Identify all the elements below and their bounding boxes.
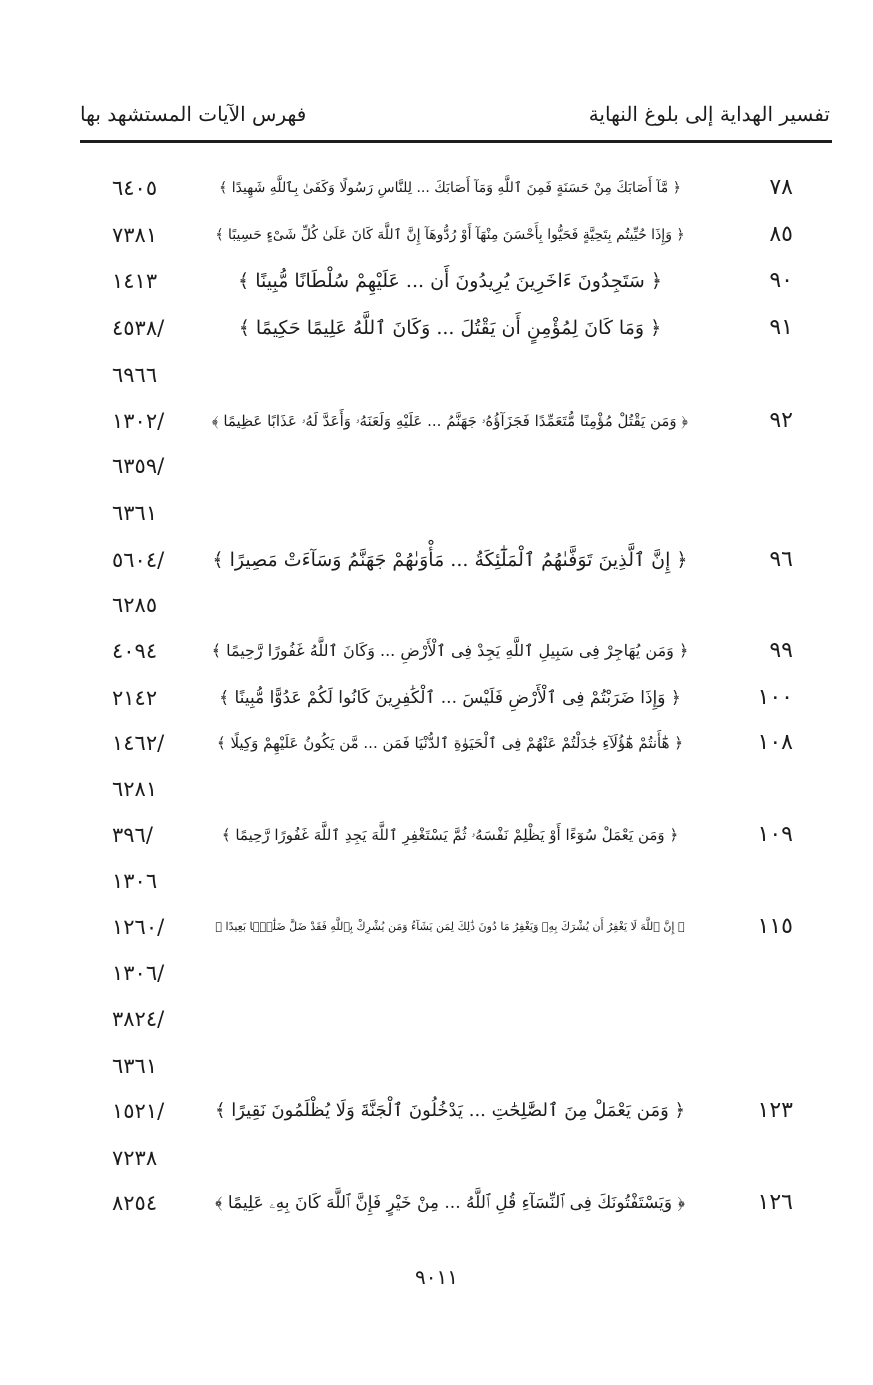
page-reference: ١٤١٣ — [112, 269, 158, 293]
index-row — [0, 212, 873, 258]
index-row — [0, 305, 873, 351]
index-row — [0, 537, 873, 583]
page-reference: /١٢٦٠ — [112, 915, 165, 939]
page-reference: ٦٩٦٦ — [112, 363, 158, 387]
index-row — [0, 352, 873, 398]
verse-number: ٧٨ — [769, 175, 793, 200]
index-row — [0, 1088, 873, 1134]
index-row — [0, 443, 873, 489]
index-row — [0, 1135, 873, 1181]
page-reference: ٦٢٨٥ — [112, 593, 158, 617]
page-reference: /٣٩٦ — [112, 823, 153, 847]
page-reference: ٦٣٦١ — [112, 1054, 158, 1078]
page-reference: /٦٣٥٩ — [112, 454, 165, 478]
page-reference: /١٣٠٦ — [112, 961, 165, 985]
page-reference: /١٤٦٢ — [112, 731, 165, 755]
page-reference: ٦٤٠٥ — [112, 176, 158, 200]
index-row — [0, 165, 873, 211]
index-row — [0, 582, 873, 628]
page-reference: ٦٣٦١ — [112, 501, 158, 525]
verse-number: ١٢٦ — [757, 1190, 793, 1215]
verse-number: ١٠٨ — [757, 730, 793, 755]
index-row — [0, 996, 873, 1042]
verse-text: ﴿ وَإِذَا حُيِّيتُم بِتَحِيَّةٍ فَحَيُّوا بِأَحْسَنَ مِنْهَآ أَوْ رُدُّوهَآ إِنَّ ٱللَّهَ كَانَ عَلَىٰ كُلِّ شَىْءٍ حَسِيبًا ﴾ — [215, 227, 685, 243]
verse-number: ٩٦ — [769, 547, 793, 572]
verse-text: ﴿ مَّآ أَصَابَكَ مِنْ حَسَنَةٍ فَمِنَ ٱللَّهِ وَمَآ أَصَابَكَ ... لِلنَّاسِ رَسُولًا وَكَفَىٰ بِٱللَّهِ شَهِيدًا ﴾ — [219, 180, 681, 196]
index-row — [0, 812, 873, 858]
page-reference: ٨٢٥٤ — [112, 1191, 158, 1215]
verse-text: ﴿ إِنَّ ٱللَّهَ لَا يَغْفِرُ أَن يُشْرَكَ بِهِۦ وَيَغْفِرُ مَا دُونَ ذَٰلِكَ لِمَن يَشَآءُ وَمَن يُشْرِكْ بِٱللَّهِ فَقَدْ ضَلَّ ضَلَٰلًۢا بَعِيدًا ﴾ — [215, 920, 685, 933]
index-row — [0, 398, 873, 444]
page-reference: ٢١٤٢ — [112, 686, 158, 710]
page-number: ٩٠١١ — [415, 1265, 458, 1289]
page-reference: /٥٦٠٤ — [112, 548, 165, 572]
verse-number: ٩٩ — [769, 638, 793, 663]
verse-number: ١٢٣ — [757, 1098, 793, 1123]
verse-text: ﴿ وَمَن يَعْمَلْ سُوٓءًا أَوْ يَظْلِمْ نَفْسَهُۥ ثُمَّ يَسْتَغْفِرِ ٱللَّهَ يَجِدِ ٱللَّهَ غَفُورًا رَّحِيمًا ﴾ — [221, 826, 679, 844]
page-reference: ٧٣٨١ — [112, 223, 158, 247]
index-row — [0, 258, 873, 304]
page-reference: /١٥٢١ — [112, 1099, 165, 1123]
index-row — [0, 904, 873, 950]
index-row — [0, 720, 873, 766]
verse-text: ﴿ وَمَن يُهَاجِرْ فِى سَبِيلِ ٱللَّهِ يَجِدْ فِى ٱلْأَرْضِ ... وَكَانَ ٱللَّهُ غَفُورًا رَّحِيمًا ﴾ — [211, 641, 689, 660]
verse-number: ٩٠ — [769, 268, 793, 293]
verse-number: ١٠٠ — [757, 685, 793, 710]
verse-text: ﴿ سَتَجِدُونَ ءَاخَرِينَ يُرِيدُونَ أَن ... عَلَيْهِمْ سُلْطَانًا مُّبِينًا ﴾ — [238, 270, 662, 292]
verse-number: ١٠٩ — [757, 822, 793, 847]
index-row — [0, 1180, 873, 1226]
verse-text: ﴿ وَمَن يَقْتُلْ مُؤْمِنًا مُّتَعَمِّدًا فَجَزَآؤُهُۥ جَهَنَّمُ ... عَلَيْهِ وَلَعَنَهُۥ وَأَعَدَّ لَهُۥ عَذَابًا عَظِيمًا ﴾ — [211, 412, 689, 430]
book-title: تفسير الهداية إلى بلوغ النهاية — [588, 102, 830, 126]
page-reference: ٧٢٣٨ — [112, 1146, 158, 1170]
page-reference: ٦٢٨١ — [112, 777, 158, 801]
index-row — [0, 766, 873, 812]
verse-number: ٩١ — [769, 315, 793, 340]
index-row — [0, 950, 873, 996]
page-reference: /٣٨٢٤ — [112, 1007, 165, 1031]
verse-text: ﴿ وَمَن يَعْمَلْ مِنَ ٱلصَّٰلِحَٰتِ ... يَدْخُلُونَ ٱلْجَنَّةَ وَلَا يُظْلَمُونَ نَقِيرًا ﴾ — [214, 1100, 686, 1121]
verse-text: ﴿ هَٰٓأَنتُمْ هَٰٓؤُلَآءِ جَٰدَلْتُمْ عَنْهُمْ فِى ٱلْحَيَوٰةِ ٱلدُّنْيَا فَمَن ... مَّن يَكُونُ عَلَيْهِمْ وَكِيلًا ﴾ — [216, 734, 684, 752]
verse-number: ١١٥ — [757, 914, 793, 939]
verse-number: ٨٥ — [769, 222, 793, 247]
section-title: فهرس الآيات المستشهد بها — [80, 102, 307, 126]
index-row — [0, 675, 873, 721]
verse-number: ٩٢ — [769, 408, 793, 433]
verse-text: ﴿ وَيَسْتَفْتُونَكَ فِى ٱلنِّسَآءِ قُلِ ٱللَّهُ ... مِنْ خَيْرٍ فَإِنَّ ٱللَّهَ كَانَ بِهِۦ عَلِيمًا ﴾ — [214, 1193, 686, 1213]
page-reference: ١٣٠٦ — [112, 869, 158, 893]
page-reference: /٤٥٣٨ — [112, 316, 165, 340]
verse-text: ﴿ وَمَا كَانَ لِمُؤْمِنٍ أَن يَقْتُلَ ... وَكَانَ ٱللَّهُ عَلِيمًا حَكِيمًا ﴾ — [238, 317, 662, 339]
index-row — [0, 490, 873, 536]
page-reference: ٤٠٩٤ — [112, 639, 158, 663]
index-row — [0, 1043, 873, 1089]
verse-text: ﴿ إِنَّ ٱلَّذِينَ تَوَفَّىٰهُمُ ٱلْمَلَٰٓئِكَةُ ... مَأْوَىٰهُمْ جَهَنَّمُ وَسَآءَتْ مَصِيرًا ﴾ — [212, 549, 688, 571]
page-reference: /١٣٠٢ — [112, 409, 165, 433]
index-row — [0, 858, 873, 904]
verse-text: ﴿ وَإِذَا ضَرَبْتُمْ فِى ٱلْأَرْضِ فَلَيْسَ ... ٱلْكَٰفِرِينَ كَانُوا لَكُمْ عَدُوًّا مُّبِينًا ﴾ — [219, 688, 681, 708]
index-row — [0, 628, 873, 674]
